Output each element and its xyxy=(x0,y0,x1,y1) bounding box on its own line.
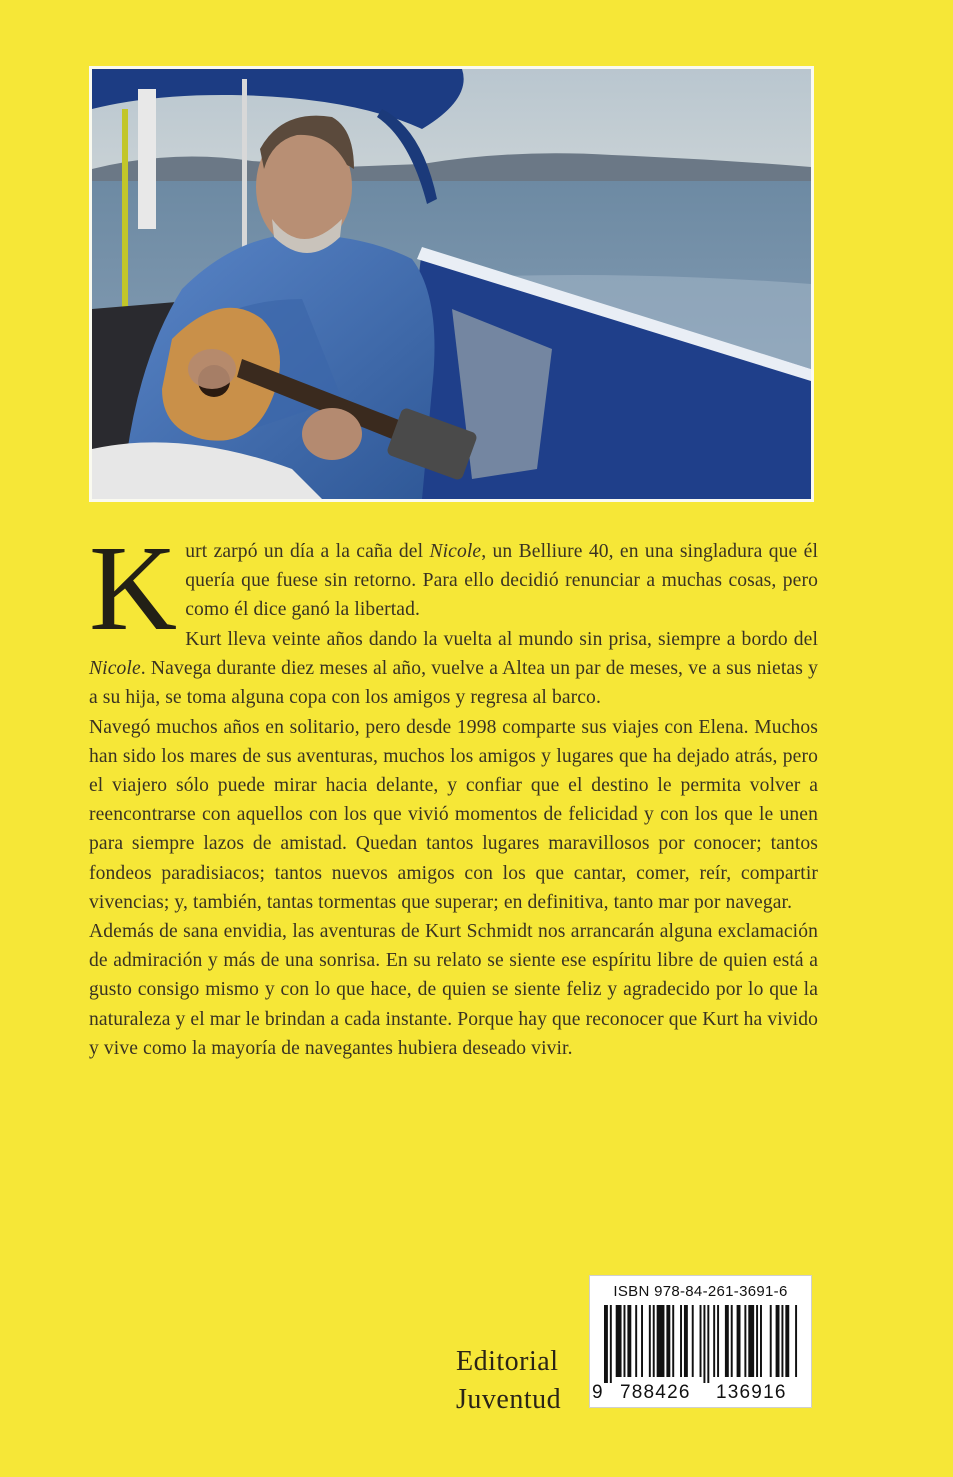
barcode-bar xyxy=(731,1305,733,1377)
barcode-bar xyxy=(666,1305,670,1377)
barcode-bar xyxy=(653,1305,655,1377)
boat-name: Nicole xyxy=(429,541,482,562)
barcode-bar xyxy=(604,1305,608,1383)
cover-photo xyxy=(89,66,814,502)
barcode-bar xyxy=(684,1305,688,1377)
ean-group-2: 136916 xyxy=(716,1382,787,1403)
barcode-bar xyxy=(616,1305,622,1377)
barcode-bar xyxy=(717,1305,719,1377)
ean-group-1: 788426 xyxy=(620,1382,691,1403)
barcode-bar xyxy=(703,1305,705,1383)
isbn-barcode xyxy=(589,1275,812,1408)
barcode-bar xyxy=(776,1305,780,1377)
isbn-label: ISBN 978-84-261-3691-6 xyxy=(613,1283,788,1300)
blurb-paragraph-2 xyxy=(89,625,818,713)
barcode-bar xyxy=(781,1305,783,1377)
barcode-bar xyxy=(635,1305,637,1377)
barcode-bar xyxy=(737,1305,741,1377)
barcode-bar xyxy=(657,1305,665,1377)
barcode-bar xyxy=(700,1305,702,1377)
blurb-paragraph-3: Navegó muchos años en solitario, pero desde 1998 comparte sus viajes con Elena. Muchos han sido los mares de sus aventuras, muchos los amigos y lugares que ha dejado atrás, pero el viajero sólo puede mirar hacia delante, y confiar que el destino le permita volver a reencontrarse con aquellos con los que vivió momentos de felicidad y con los que le unen para siempre lazos de amistad. Quedan tantos lugares maravillosos por conocer; tantos fondeos paradisiacos; tantos nuevos amigos con los que cantar, comer, reír, compartir vivencias; y, también, tantas tormentas que superar; en definitiva, tanto mar por navegar. xyxy=(89,716,818,913)
publisher-line-1: Editorial xyxy=(456,1346,559,1377)
blurb-paragraph-4: Además de sana envidia, las aventuras de Kurt Schmidt nos arrancarán alguna exclamación de admiración y más de una sonrisa. En su relato se siente ese espíritu libre de quien está a gusto consigo mismo y con lo que hace, de quien se siente feliz y agradecido por lo que la naturaleza y el mar le brindan a cada instante. Porque hay que reconocer que Kurt ha vivido y vive como la mayoría de navegantes hubiera deseado vivir. xyxy=(89,921,818,1059)
barcode-bar xyxy=(748,1305,754,1377)
blurb-text: , un Belliure 40, en una singladura que él quería que fuese sin retorno. Para ello decidió renunciar a muchas cosas, pero como él dice ganó la libertad. xyxy=(185,541,818,621)
barcode-bar xyxy=(785,1305,789,1377)
ean-first-digit: 9 xyxy=(592,1382,603,1403)
drop-cap: K xyxy=(89,521,178,656)
barcode-bar xyxy=(713,1305,715,1377)
barcode-bar xyxy=(744,1305,746,1377)
blurb-text: Kurt lleva veinte años dando la vuelta al mundo sin prisa, siempre a bordo del xyxy=(185,629,818,650)
barcode-bar xyxy=(707,1305,709,1383)
boat-name: Nicole xyxy=(89,658,141,680)
publisher-logo xyxy=(456,1343,561,1419)
publisher-line-2: Juventud xyxy=(456,1384,562,1415)
blurb-text: . Navega durante diez meses al año, vuelve a Altea un par de meses, ve a sus nietas y a su hija, se toma alguna copa con los amigos y regresa al barco. xyxy=(89,658,818,709)
barcode-bar xyxy=(795,1305,797,1377)
barcode-bar xyxy=(627,1305,631,1377)
barcode-bar xyxy=(624,1305,626,1377)
barcode-bar xyxy=(641,1305,643,1377)
barcode-bar xyxy=(680,1305,682,1377)
barcode-bar xyxy=(756,1305,758,1377)
back-cover-blurb xyxy=(89,521,818,1063)
barcode-bar xyxy=(610,1305,612,1383)
barcode-bar xyxy=(760,1305,762,1377)
barcode-bar xyxy=(672,1305,674,1377)
barcode-bar xyxy=(770,1305,772,1377)
barcode-bar xyxy=(692,1305,694,1377)
barcode-bars xyxy=(604,1305,799,1383)
blurb-text: urt zarpó un día a la caña del xyxy=(185,541,430,562)
barcode-bar xyxy=(649,1305,651,1377)
barcode-bar xyxy=(725,1305,729,1377)
sailor-guitar-image xyxy=(92,69,811,499)
